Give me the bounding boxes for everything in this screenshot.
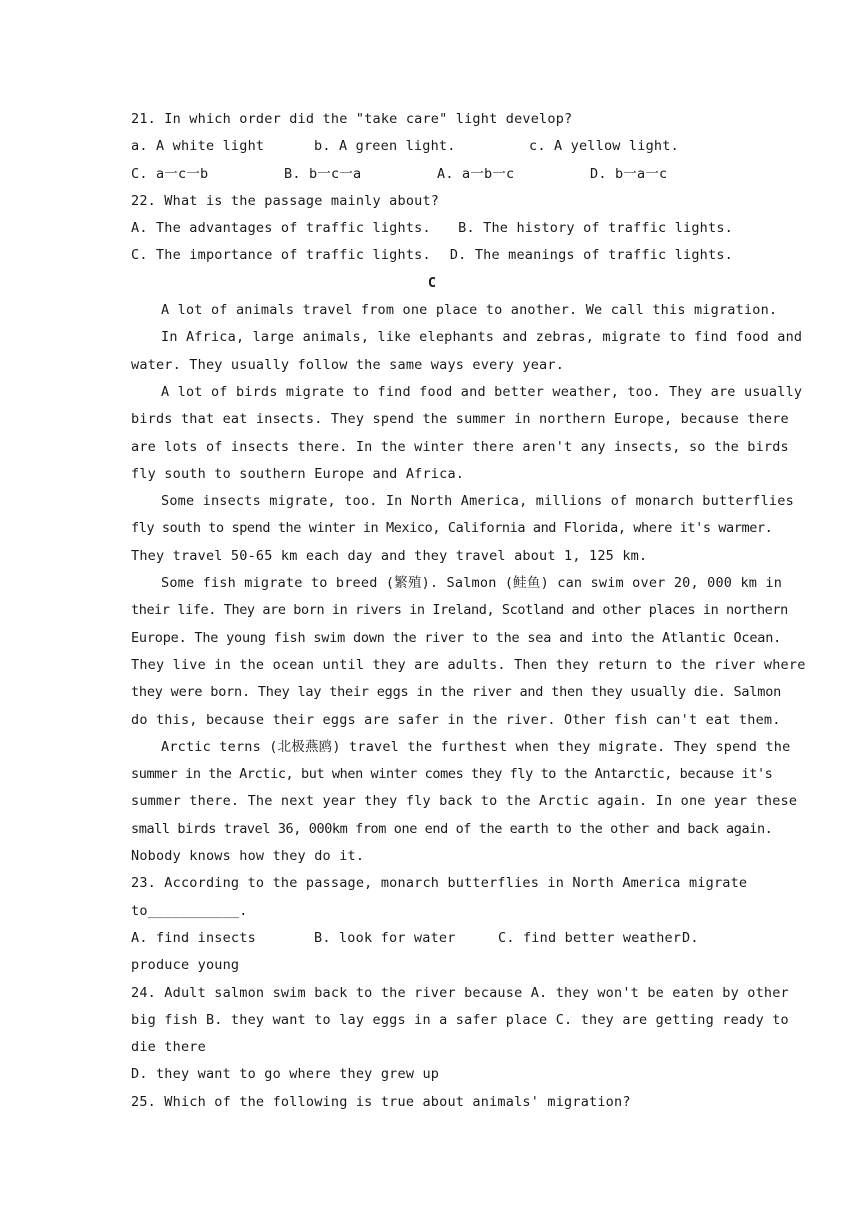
passage-line: their life. They are born in rivers in Ireland, Scotland and other places in northern — [131, 602, 788, 619]
passage-line: Some insects migrate, too. In North America, millions of monarch butterflies — [161, 493, 794, 510]
passage-line: Europe. The young fish swim down the river to the sea and into the Atlantic Ocean. — [131, 629, 782, 646]
passage-line: They live in the ocean until they are adults. Then they return to the river where — [131, 656, 806, 673]
passage-line: small birds travel 36, 000km from one end of the earth to the other and back again. — [131, 820, 773, 837]
passage-line: they were born. They lay their eggs in the river and then they usually die. Salmon — [131, 684, 782, 701]
item-c: c. A yellow light. — [529, 138, 679, 155]
option-c: C. The importance of traffic lights. — [131, 247, 431, 264]
option-d-text: produce young — [131, 957, 240, 974]
passage-line: fly south to southern Europe and Africa. — [131, 465, 465, 482]
passage-line: fly south to spend the winter in Mexico, California and Florida, where it's warmer. — [131, 520, 773, 537]
question-23: 23. According to the passage, monarch butterflies in North America migrate — [131, 875, 748, 892]
option-b: B. b一c一a — [284, 165, 362, 182]
passage-line: are lots of insects there. In the winter there aren't any insects, so the birds — [131, 438, 789, 455]
passage-line: Nobody knows how they do it. — [131, 848, 365, 865]
option-a: A. a一b一c — [437, 165, 515, 182]
passage-line: summer there. The next year they fly back to the Arctic again. In one year these — [131, 793, 798, 810]
passage-line: Arctic terns (北极燕鸥) travel the furthest when they migrate. They spend the — [161, 738, 791, 755]
option-b: B. The history of traffic lights. — [458, 220, 733, 237]
item-b: b. A green light. — [314, 138, 456, 155]
question-23-options — [131, 925, 733, 952]
question-22-options-row1 — [131, 215, 733, 242]
passage-line: In Africa, large animals, like elephants and zebras, migrate to find food and — [161, 329, 803, 346]
option-d: D. b一a一c — [590, 165, 668, 182]
passage-line: water. They usually follow the same ways every year. — [131, 356, 565, 373]
passage-line: summer in the Arctic, but when winter comes they fly to the Antarctic, because it's — [131, 766, 773, 783]
passage-line: Some fish migrate to breed (繁殖). Salmon (鲑鱼) can swim over 20, 000 km in — [161, 575, 783, 592]
question-23-blank: to___________. — [131, 902, 248, 919]
section-heading: C — [427, 274, 437, 291]
option-d: D. — [682, 929, 699, 946]
passage-line: do this, because their eggs are safer in the river. Other fish can't eat them. — [131, 711, 781, 728]
option-a: A. find insects — [131, 929, 256, 946]
passage-line: A lot of animals travel from one place to another. We call this migration. — [161, 302, 778, 319]
question-24-option-d: D. they want to go where they grew up — [131, 1066, 440, 1083]
option-c: C. a一c一b — [131, 165, 209, 182]
option-b: B. look for water — [314, 929, 456, 946]
question-22-options-row2 — [131, 242, 733, 269]
passage-line: A lot of birds migrate to find food and better weather, too. They are usually — [161, 383, 803, 400]
question-21: 21. In which order did the "take care" light develop? — [131, 111, 573, 127]
option-d: D. The meanings of traffic lights. — [449, 247, 733, 264]
passage-line: They travel 50-65 km each day and they travel about 1, 125 km. — [131, 547, 648, 564]
passage-line: birds that eat insects. They spend the summer in northern Europe, because there — [131, 411, 789, 428]
question-21-options — [131, 161, 733, 188]
document-page — [131, 106, 806, 1116]
question-24-line: die there — [131, 1039, 206, 1056]
question-22: 22. What is the passage mainly about? — [131, 192, 440, 209]
item-a: a. A white light — [131, 138, 265, 155]
question-21-items — [131, 133, 733, 160]
question-24: 24. Adult salmon swim back to the river because A. they won't be eaten by other — [131, 984, 789, 1001]
option-c: C. find better weather — [498, 929, 682, 946]
question-24-line: big fish B. they want to lay eggs in a safer place C. they are getting ready to — [131, 1011, 789, 1028]
question-25: 25. Which of the following is true about animals' migration? — [131, 1093, 631, 1110]
option-a: A. The advantages of traffic lights. — [131, 220, 431, 237]
